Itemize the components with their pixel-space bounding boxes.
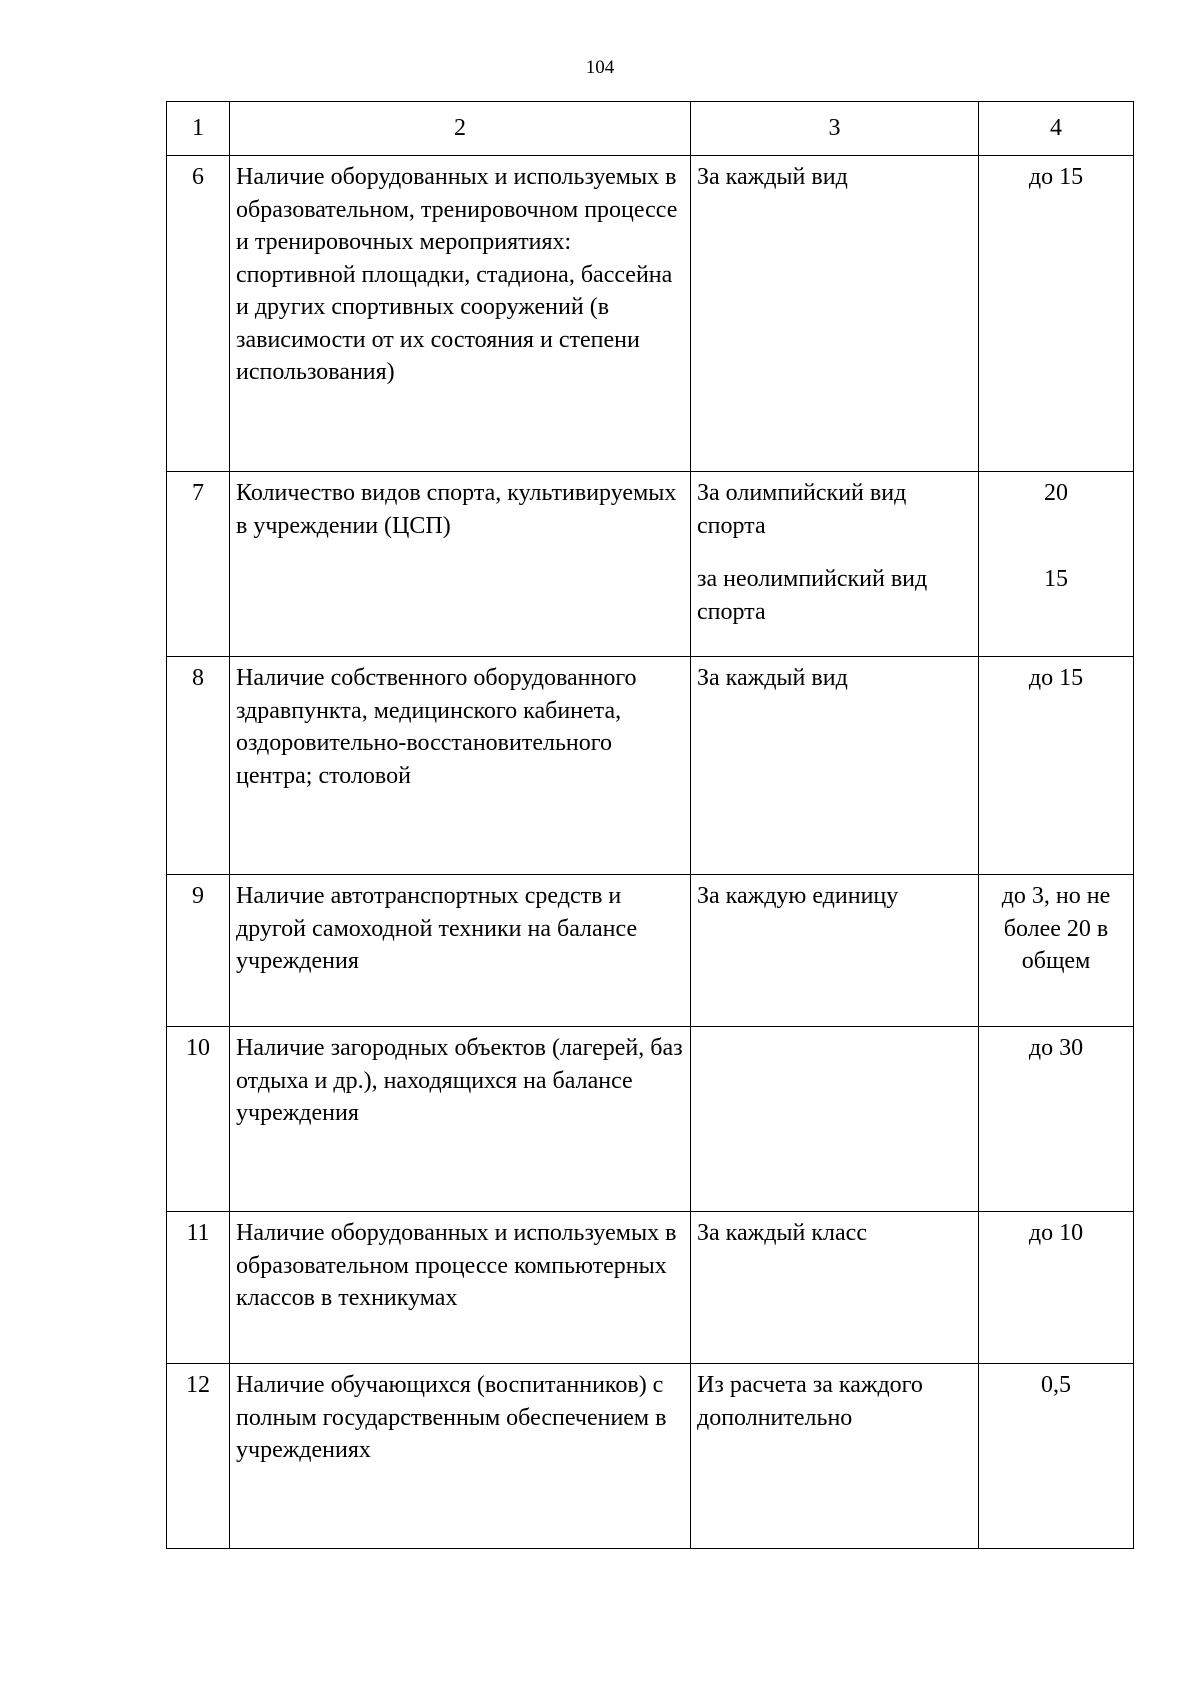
points-cell: 0,5 [979,1364,1134,1549]
points-cell: до 30 [979,1027,1134,1212]
table-row [167,875,1134,1027]
condition-cell [691,472,979,657]
row-number: 10 [167,1027,230,1212]
table-header-row [167,102,1134,156]
condition-cell: За каждый вид [691,156,979,472]
points-olympic: 20 [1044,480,1068,506]
condition-cell [691,1027,979,1212]
points-cell [979,472,1134,657]
row-number: 11 [167,1212,230,1364]
spacer [697,542,972,563]
condition-cell: За каждый класс [691,1212,979,1364]
points-cell: до 3, но не более 20 в общем [979,875,1134,1027]
points-cell: до 15 [979,657,1134,875]
table-row [167,472,1134,657]
criterion-cell: Наличие загородных объектов (лагерей, баз отдыха и др.), находящихся на балансе учреждения [230,1027,691,1212]
table-row [167,657,1134,875]
criterion-cell: Наличие оборудованных и используемых в образовательном процессе компьютерных классов в техникумах [230,1212,691,1364]
condition-cell: Из расчета за каждого дополнительно [691,1364,979,1549]
condition-cell: За каждую единицу [691,875,979,1027]
row-number: 12 [167,1364,230,1549]
spacer [985,510,1127,564]
condition-cell: За каждый вид [691,657,979,875]
page-number: 104 [585,57,615,78]
condition-non-olympic: за неолимпийский вид спорта [697,566,928,625]
row-number: 9 [167,875,230,1027]
header-col-3: 3 [691,102,979,156]
criterion-cell: Наличие обучающихся (воспитанников) с полным государственным обеспечением в учреждениях [230,1364,691,1549]
points-cell: до 15 [979,156,1134,472]
row-number: 7 [167,472,230,657]
table-row [167,1027,1134,1212]
header-col-2: 2 [230,102,691,156]
row-number: 8 [167,657,230,875]
criterion-cell: Наличие оборудованных и используемых в образовательном, тренировочном процессе и тренировочных мероприятиях: спортивной площадки, стадиона, бассейна и других спортивных сооружений (в зависимости от их состояния и степени использования) [230,156,691,472]
condition-olympic: За олимпийский вид спорта [697,480,907,539]
points-cell: до 10 [979,1212,1134,1364]
table-row [167,156,1134,472]
header-col-4: 4 [979,102,1134,156]
criterion-cell: Количество видов спорта, культивируемых в учреждении (ЦСП) [230,472,691,657]
row-number: 6 [167,156,230,472]
header-col-1: 1 [167,102,230,156]
table-row [167,1212,1134,1364]
criterion-cell: Наличие автотранспортных средств и другой самоходной техники на балансе учреждения [230,875,691,1027]
table-row [167,1364,1134,1549]
points-non-olympic: 15 [1044,566,1068,592]
criterion-cell: Наличие собственного оборудованного здравпункта, медицинского кабинета, оздоровительно-восстановительного центра; столовой [230,657,691,875]
criteria-table [166,101,1134,1549]
